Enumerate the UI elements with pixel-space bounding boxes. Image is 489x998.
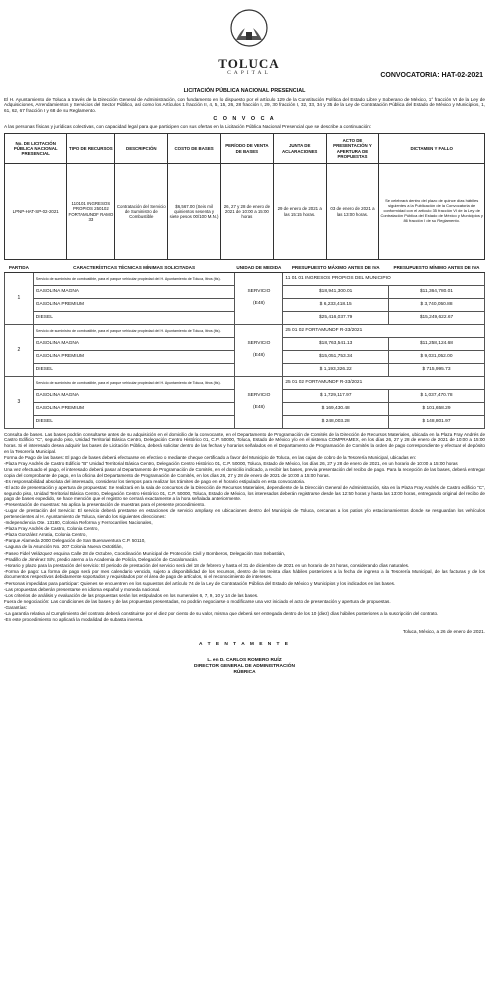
cell-acto: 03 de enero de 2021 a las 13:00 horas. bbox=[326, 164, 379, 260]
th-presupuesto-max: PRESUPUESTO MÁXIMO ANTES DE IVA bbox=[283, 264, 389, 272]
body-paragraph: -Garantías: bbox=[4, 604, 27, 610]
body-paragraph: -Parque Alameda 2000 Delegación de San Buenaventura C.P. 50110, bbox=[4, 538, 146, 544]
signature-block bbox=[4, 658, 485, 676]
max-amount: $ 169,430.48 bbox=[283, 402, 389, 415]
partida-number: 1 bbox=[5, 272, 34, 324]
body-paragraph: -Paseo Fidel Velázquez esquina Calle 28 de Octubre, Coordinación Municipal de Protección Civil y Bomberos, Delegación San Sebastián, bbox=[4, 550, 286, 556]
unit-code: (E48) bbox=[253, 405, 265, 411]
unit-code: (E48) bbox=[253, 353, 265, 359]
partida-number: 2 bbox=[5, 324, 34, 376]
min-amount: $ 1,037,470.78 bbox=[388, 389, 484, 402]
th-recursos: TIPO DE RECURSOS bbox=[67, 134, 115, 164]
partida-desc-row bbox=[5, 272, 485, 285]
product-name: GASOLINA MAGNA bbox=[33, 389, 235, 402]
cell-recursos: 110101 INGRESOS PROPIOS 250102 FORTAMUNDF RAMO 33 bbox=[67, 164, 115, 260]
body-paragraph: -El acto de presentación y apertura de propuestas: Se realizará en la sala de concursos de la Dirección de Recursos Materiales, dependiente de la Dirección General de Administración, sita en la Plaza Fray Andrés de Castro edificio "C", segundo piso, Unidad Territorial Básica Centro, Delegación Centro Histórico 01, C.P. 50000, Toluca, Estado de México, los interesados deberán registrarse desde las 12:50 horas y hasta las 13:00 horas, entregando original del recibo de pago de bases expedido, se hace mención que el registro se cerrará exactamente a la hora señalada anteriormente. bbox=[4, 484, 485, 502]
cell-numero: LPNP-HAT-SP-02-2021 bbox=[5, 164, 67, 260]
intro-paragraph: El H. Ayuntamiento de Toluca a través de la Dirección General de Administración, con fundamento en lo dispuesto por el artículo 129 de la Constitución Política del Estado Libre y Soberano de México, 1° fracción VI de la Ley de Adquisiciones, Arrendamientos y Servicios del Sector Público, así como los Artículos 1 fracción II, 4, 5, 15, 26, 28 fracción I, 29, 30 fracción I, 32, 33, 34 y 35 de la Ley de Contratación Pública del Estado de México y Municipios, 1, 61, 62, 67 fracción I y 68 de su Reglamento. bbox=[4, 96, 485, 114]
body-paragraph: -Forma de pago: La forma de pago será por mes calendario vencido, sujeto a disponibilidad de los recursos, dentro de los treinta días hábiles posteriores a la fecha de ingreso a la Tesorería Municipal, de las facturas y de los documentos respectivos debidamente soportados y requisitados por el área de pago de artículos, ni el reconocimiento de intereses. bbox=[4, 568, 485, 580]
min-amount: $15,249,622.67 bbox=[388, 311, 484, 324]
max-amount: $18,763,541.13 bbox=[283, 337, 389, 350]
max-amount: $ 6,233,418.15 bbox=[283, 298, 389, 311]
min-value: 3,740,050.88 bbox=[424, 301, 453, 307]
th-presupuesto-min: PRESUPUESTO MÍNIMO ANTES DE IVA bbox=[388, 264, 484, 272]
unit-code: (E48) bbox=[253, 301, 265, 307]
th-fallo: DICTAMEN Y FALLO bbox=[379, 134, 485, 164]
body-paragraph: -Personas impedidas para participar: Quienes se encuentren en los supuestos del artículo 74 de la Ley de Contratación Pública del Estado de México y Municipios y los indicados en las bases. bbox=[4, 580, 396, 586]
conditions-body bbox=[4, 432, 485, 623]
body-paragraph: -Presentación de muestras: No aplica la presentación de muestras para el presente procedimiento. bbox=[4, 502, 206, 508]
body-paragraph: -Plaza González Arratia, Colonia Centro, bbox=[4, 532, 87, 538]
convocatoria-document bbox=[4, 4, 485, 994]
th-caracteristicas: CARACTERÍSTICAS TÉCNICAS MÍNIMAS SOLICITADAS bbox=[33, 264, 235, 272]
max-value: 1,193,326.22 bbox=[323, 366, 352, 372]
body-paragraph: Consulta de bases. Las bases podrán consultarse antes de su adquisición en el domicilio de la convocante, en el Departamento de Programación de Comités de la Dirección de Recursos Materiales, ubicada en la Plaza Fray Andrés de Castro Edificio "C", segundo piso, Unidad Territorial Básica Centro, Delegación Centro Histórico 01, C.P. 50000, Toluca, Estado de México y/o en el sistema COMPRAMEX, en los días 26, 27 y 28 de enero de 2021 de 10:00 a 15:00 horas. Si el interesado desea adquirir las bases de Licitación Pública, deberá solicitar dentro de las fechas y horarios señalados en el Departamento de Programación de Comités la orden de pago correspondiente y efectuar el depósito en la Tesorería Municipal. bbox=[4, 431, 485, 454]
partida-description: Servicio de suministro de combustible, para el parque vehicular propiedad del H. Ayuntamiento de Toluca, litros (lts). bbox=[33, 272, 235, 285]
partidas-table bbox=[4, 264, 485, 429]
partida-desc-row bbox=[5, 324, 485, 337]
body-paragraph: -Laguna de la Asunción No. 207 Colonia Nueva Oxtotitlán, bbox=[4, 544, 123, 550]
convocatoria-number: CONVOCATORIA: HAT-02-2021 bbox=[380, 72, 483, 79]
body-paragraph: -Es responsabilidad absoluta del interesado, considerar los tiempos para realizar los trámites de pago en el horario estipulado en esta convocatoria. bbox=[4, 478, 306, 484]
body-paragraph: -Horario y plazo para la prestación del servicio: El periodo de prestación del servicio será del 18 de febrero y hasta el 31 de diciembre de 2021 en un horario de 24 horas, considerando días naturales. bbox=[4, 562, 410, 568]
min-value: 9,031,052.00 bbox=[424, 353, 453, 359]
product-name: GASOLINA MAGNA bbox=[33, 337, 235, 350]
body-paragraph: -Plaza Fray Andrés de Castro, Colonia Centro, bbox=[4, 526, 99, 532]
licitacion-row bbox=[5, 164, 485, 260]
min-amount: $ 715,995.73 bbox=[388, 363, 484, 376]
document-header bbox=[4, 4, 485, 82]
partida-unit bbox=[235, 376, 283, 428]
product-name: DIESEL bbox=[33, 311, 235, 324]
min-amount: $ 148,801.97 bbox=[388, 415, 484, 428]
th-numero: No. DE LICITACIÓN PÚBLICA NACIONAL PRESENCIAL bbox=[5, 134, 67, 164]
min-amount: $ 3,740,050.88 bbox=[388, 298, 484, 311]
product-name: GASOLINA PREMIUM bbox=[33, 298, 235, 311]
th-junta: JUNTA DE ACLARACIONES bbox=[273, 134, 326, 164]
partida-desc-row bbox=[5, 376, 485, 389]
product-name: GASOLINA PREMIUM bbox=[33, 350, 235, 363]
document-footer bbox=[4, 629, 485, 676]
max-amount: $ 1,193,326.22 bbox=[283, 363, 389, 376]
product-name: DIESEL bbox=[33, 363, 235, 376]
signature-label: RÚBRICA bbox=[233, 669, 256, 675]
cell-fallo: Se celebrará dentro del plazo de quince días hábiles siguientes a la Publicación de la Convocatoria de conformidad con el artículo 35 fracción VI de la Ley de Contratación Pública del Estado de México y Municipios y 86 fracción I de su Reglamento. bbox=[379, 164, 485, 260]
convoca-paragraph: A las personas físicas y jurídicas colectivas, con capacidad legal para que participen con sus ofertas en la Licitación Pública Nacional Presencial que se describe a continuación: bbox=[4, 124, 372, 130]
partida-source: 25 01 02 FORTAMUNDF R-33/2021 bbox=[283, 376, 485, 389]
partida-source: 11 01 01 INGRESOS PROPIOS DEL MUNICIPIO bbox=[283, 272, 485, 285]
partida-description: Servicio de suministro de combustible, para el parque vehicular propiedad del H. Ayuntamiento de Toluca, litros (lts). bbox=[33, 376, 235, 389]
body-paragraph: -Lugar de prestación del Servicio: El servicio deberá prestarse en estaciones de servicio ampliasy en ubicaciones dentro del Municipio de Toluca, cercanas a los patios y/o estacionamientos donde se resguardan los vehículos pertenecientes al H. Ayuntamiento de Toluca, siendo los siguientes direcciones: bbox=[4, 508, 485, 520]
body-paragraph: Fuera de negociación: Las condiciones de las bases y de las propuestas presentadas, no podrán negociarse o modificarse una vez iniciado el acto de presentación y apertura de propuestas. bbox=[4, 598, 391, 604]
body-paragraph: -Las propuestas deberán presentarse en idioma español y moneda nacional. bbox=[4, 586, 161, 592]
licitacion-table bbox=[4, 133, 485, 260]
th-costo: COSTO DE BASES bbox=[168, 134, 221, 164]
cell-periodo: 26, 27 y 28 de enero de 2021 de 10:00 a 15:00 horas bbox=[220, 164, 273, 260]
min-amount: $ 9,031,052.00 bbox=[388, 350, 484, 363]
max-amount: $ 248,003.28 bbox=[283, 415, 389, 428]
body-paragraph: Forma de Pago de las bases: El pago de bases deberá efectuarse en efectivo o mediante cheque certificado a favor del Municipio de Toluca, en las cajas de cobro de la Tesorería Municipal, ubicadas en: bbox=[4, 454, 417, 460]
partida-number: 3 bbox=[5, 376, 34, 428]
body-paragraph: -En este procedimiento no aplicará la modalidad de subasta inversa. bbox=[4, 617, 144, 623]
max-value: 6,233,418.15 bbox=[323, 301, 352, 307]
atentamente-label: A T E N T A M E N T E bbox=[198, 642, 291, 648]
max-amount: $ 1,729,117.97 bbox=[283, 389, 389, 402]
min-amount: $11,258,124.68 bbox=[388, 337, 484, 350]
toluca-logo bbox=[204, 8, 294, 78]
partida-unit bbox=[235, 272, 283, 324]
cell-junta: 29 de enero de 2021 a las 15:15 horas. bbox=[273, 164, 326, 260]
th-acto: ACTO DE PRESENTACIÓN Y APERTURA DE PROPUESTAS bbox=[326, 134, 379, 164]
signer-position: DIRECTOR GENERAL DE ADMINISTRACIÓN bbox=[194, 664, 295, 670]
min-value: 1,037,470.78 bbox=[424, 392, 453, 398]
place-date: Toluca, México, a 26 de enero de 2021. bbox=[402, 628, 485, 634]
unit-label: SERVICIO bbox=[247, 289, 271, 295]
th-periodo: PERÍODO DE VENTA DE BASES bbox=[220, 134, 273, 164]
product-name: GASOLINA PREMIUM bbox=[33, 402, 235, 415]
body-paragraph: Una vez efectuado el pago, el interesado deberá pasar al Departamento de Programación de Comités, en el domicilio indicado, a recibir las bases, previa presentación del recibo de pago. Para la recepción de las bases, deberá entregar copia del comprobante de pago, en la oficina del Departamento de Programación de Comités, en los días 26, 27 y 28 de enero de 2021 de 10:00 a 15:00 horas. bbox=[4, 467, 485, 478]
document-title: LICITACIÓN PÚBLICA NACIONAL PRESENCIAL bbox=[183, 88, 306, 94]
th-descripcion: DESCRIPCIÓN bbox=[115, 134, 168, 164]
partida-unit bbox=[235, 324, 283, 376]
unit-label: SERVICIO bbox=[247, 341, 271, 347]
cell-descripcion: Contratación del Servicio de Suministro de Combustible bbox=[115, 164, 168, 260]
convoca-heading: C O N V O C A bbox=[213, 115, 276, 122]
cell-costo: $6,567.00 (Seis mil quinientos sesenta y siete pesos 00/100 M.N.) bbox=[168, 164, 221, 260]
min-value: 101,658.29 bbox=[426, 405, 451, 411]
body-paragraph: -Plaza Fray Andrés de Castro Edificio "B" Unidad Territorial Básica Centro, Delegación Centro Histórico 01, C.P. 50000, Toluca, Estado de México, los días 26, 27 y 28 de enero de 2021, en un horario de 10:00 a 15:00 horas bbox=[4, 460, 458, 466]
max-amount: $18,941,300.01 bbox=[283, 285, 389, 298]
unit-label: SERVICIO bbox=[247, 393, 271, 399]
partidas-header-row bbox=[5, 264, 485, 272]
max-value: 248,003.28 bbox=[325, 418, 350, 424]
body-paragraph: -La garantía relativa al Cumplimiento del contrato deberá constituirse por el diez por ciento de su valor, misma que deberá ser entregada dentro de los 10 (diez) días hábiles posteriores a la suscripción del contrato. bbox=[4, 610, 439, 616]
max-value: 1,729,117.97 bbox=[323, 392, 352, 398]
max-value: 169,430.48 bbox=[325, 405, 350, 411]
toluca-crest-icon bbox=[226, 8, 272, 56]
partida-description: Servicio de suministro de combustible, para el parque vehicular propiedad del H. Ayuntamiento de Toluca, litros (lts). bbox=[33, 324, 235, 337]
min-value: 715,995.73 bbox=[426, 366, 451, 372]
signer-name: L. en D. CARLOS ROMERO RUÍZ bbox=[207, 658, 282, 664]
th-partida: PARTIDA bbox=[5, 264, 34, 272]
min-value: 148,801.97 bbox=[426, 418, 451, 424]
max-amount: $25,416,037.79 bbox=[283, 311, 389, 324]
body-paragraph: -Independencia Ote. 13180, Colonia Reforma y Ferrocarriles Nacionales, bbox=[4, 520, 153, 526]
th-unidad: UNIDAD DE MEDIDA bbox=[235, 264, 283, 272]
body-paragraph: -Pradillo de Jiménez S/N, predio aterno a la Academia de Policía, Delegación de Cacalomacán. bbox=[4, 556, 199, 562]
min-amount: $ 101,658.29 bbox=[388, 402, 484, 415]
min-amount: $11,364,780.01 bbox=[388, 285, 484, 298]
body-paragraph: -Los criterios de análisis y evaluación de las propuestas serán los estipulados en los numerales 6, 7, 9, 10 y 14 de las bases. bbox=[4, 592, 259, 598]
max-amount: $15,051,753.34 bbox=[283, 350, 389, 363]
product-name: DIESEL bbox=[33, 415, 235, 428]
licitacion-header-row bbox=[5, 134, 485, 164]
logo-word: TOLUCA bbox=[218, 56, 280, 71]
product-name: GASOLINA MAGNA bbox=[33, 285, 235, 298]
partida-source: 25 01 02 FORTAMUNDF R-33/2021 bbox=[283, 324, 485, 337]
logo-sub: CAPITAL bbox=[227, 70, 271, 76]
